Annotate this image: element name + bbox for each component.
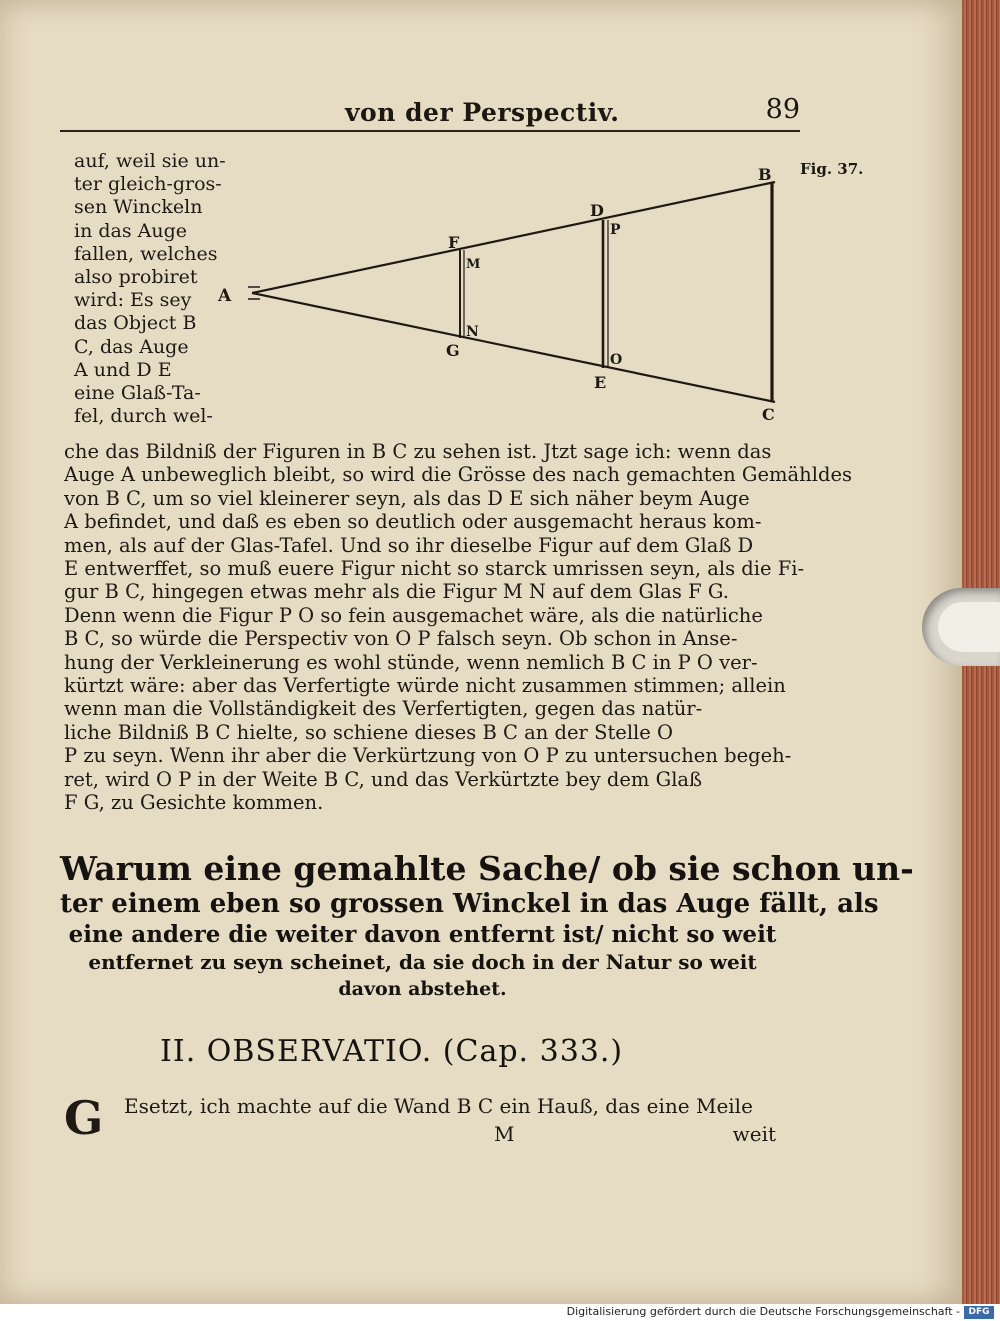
heading-line: ter einem eben so grossen Winckel in das Auge fällt, als <box>60 889 879 919</box>
point-label-m: M <box>466 257 481 272</box>
figure-label: Fig. 37. <box>800 160 864 178</box>
text-line: gur B C, hingegen etwas mehr als die Figur M N auf dem Glas F G. <box>64 580 729 604</box>
text-line: fel, durch wel- <box>74 405 213 428</box>
text-line: Denn wenn die Figur P O so fein ausgemachet wäre, als die natürliche <box>64 603 763 627</box>
text-line: in das Auge <box>74 219 187 242</box>
text-line: che das Bildniß der Figuren in B C zu sehen ist. Jtzt sage ich: wenn das <box>64 440 772 463</box>
section-heading <box>60 849 914 1003</box>
text-line: also probiret <box>74 266 198 289</box>
text-line: eine Glaß-Ta- <box>74 382 201 405</box>
point-label-b: B <box>758 165 772 184</box>
footer-credit: Digitalisierung gefördert durch die Deutsche Forschungsgemeinschaft - <box>566 1305 960 1318</box>
text-line: von B C, um so viel kleinerer seyn, als das D E sich näher beym Auge <box>64 486 750 510</box>
text-line: liche Bildniß B C hielte, so schiene dieses B C an der Stelle O <box>64 720 674 744</box>
dfg-logo: DFG <box>964 1306 994 1319</box>
opening-paragraph <box>64 1090 784 1160</box>
observatio-title: II. OBSERVATIO. (Cap. 333.) <box>160 1034 624 1069</box>
running-head <box>60 94 800 132</box>
point-label-e: E <box>594 373 607 392</box>
text-line: A und D E <box>74 358 172 381</box>
text-line: ret, wird O P in der Weite B C, und das Verkürtzte bey dem Glaß <box>64 767 703 791</box>
text-line: men, als auf der Glas-Tafel. Und so ihr dieselbe Figur auf dem Glaß D <box>64 533 754 557</box>
text-line: fallen, welches <box>74 242 218 265</box>
heading-line: Warum eine gemahlte Sache/ ob sie schon un- <box>60 849 914 888</box>
drop-initial: G <box>64 1091 104 1145</box>
side-text-column <box>74 150 224 428</box>
running-title: von der Perspectiv. <box>345 98 620 127</box>
text-line: A befindet, und daß es eben so deutlich oder ausgemacht heraus kom- <box>64 510 762 534</box>
perspective-diagram <box>210 160 790 430</box>
text-line: Esetzt, ich machte auf die Wand B C ein Hauß, das eine Meile <box>124 1094 753 1118</box>
book-clasp-inner <box>938 602 1000 652</box>
point-label-f: F <box>448 233 460 252</box>
body-text <box>64 440 852 815</box>
point-label-o: O <box>610 352 623 368</box>
text-line: kürtzt wäre: aber das Verfertigte würde nicht zusammen stimmen; allein <box>64 674 786 698</box>
text-line: wird: Es sey <box>74 289 192 312</box>
text-line: E entwerffet, so muß euere Figur nicht so starck umrissen seyn, als die Fi- <box>64 557 805 581</box>
point-label-a: A <box>218 286 232 306</box>
point-label-n: N <box>466 324 479 340</box>
page-number: 89 <box>765 94 800 125</box>
text-line: C, das Auge <box>74 335 189 358</box>
point-label-c: C <box>762 405 775 424</box>
text-line: P zu seyn. Wenn ihr aber die Verkürtzung von O P zu untersuchen begeh- <box>64 744 792 768</box>
text-line: wenn man die Vollständigkeit des Verfertigten, gegen das natür- <box>64 697 703 721</box>
text-line: F G, zu Gesichte kommen. <box>64 791 324 815</box>
point-label-d: D <box>590 201 604 220</box>
ray-a-b <box>252 182 775 293</box>
text-line: hung der Verkleinerung es wohl stünde, wenn nemlich B C in P O ver- <box>64 650 758 674</box>
ray-a-c <box>252 293 775 402</box>
text-line: sen Winckeln <box>74 196 203 219</box>
text-line: Auge A unbeweglich bleibt, so wird die Grösse des nach gemachten Gemähldes <box>64 463 852 487</box>
footer-bar <box>0 1304 1000 1321</box>
catchword: weit <box>732 1122 776 1146</box>
heading-line: entfernet zu seyn scheinet, da sie doch in der Natur so weit <box>88 950 757 974</box>
text-line: auf, weil sie un- <box>74 150 226 172</box>
point-label-g: G <box>446 341 460 360</box>
text-line: das Object B <box>74 312 197 335</box>
heading-line: davon abstehet. <box>338 978 507 1000</box>
point-label-p: P <box>610 222 621 238</box>
heading-line: eine andere die weiter davon entfernt ist/ nicht so weit <box>68 921 777 948</box>
text-line: ter gleich-gros- <box>74 173 222 196</box>
signature-mark: M <box>494 1122 515 1146</box>
text-line: B C, so würde die Perspectiv von O P falsch seyn. Ob schon in Anse- <box>64 627 738 651</box>
